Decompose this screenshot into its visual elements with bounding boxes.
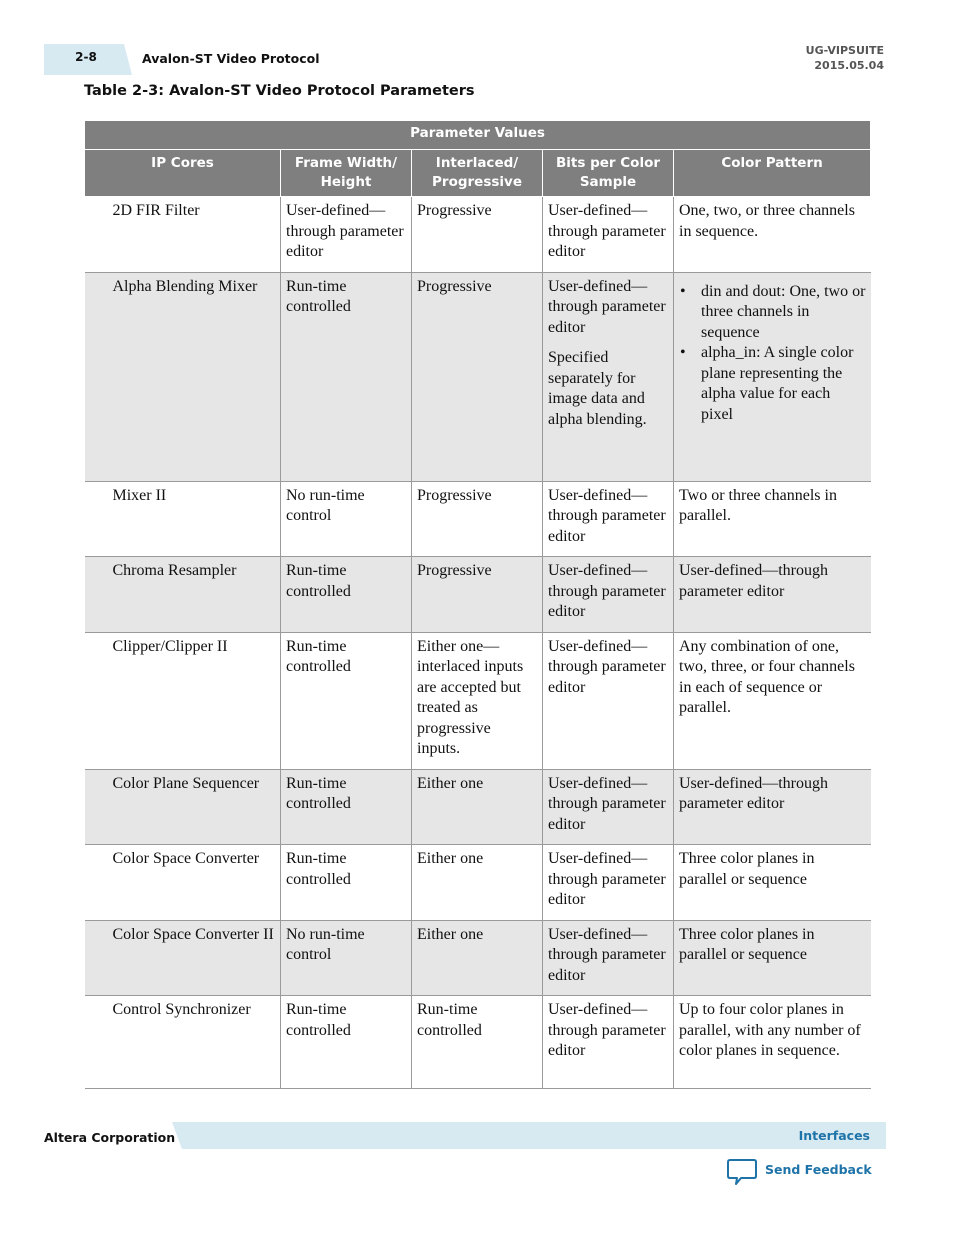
column-header-color-pattern: Color Pattern — [674, 150, 871, 197]
interlaced-cell: Progressive — [412, 481, 543, 557]
frame-cell: Run-time controlled — [281, 996, 412, 1089]
color-pattern-cell: User-defined—through parameter editor — [674, 557, 871, 633]
color-pattern-cell: Three color planes in parallel or sequence — [674, 920, 871, 996]
bits-text: User-defined—through parameter editor — [548, 277, 666, 336]
column-header-bits-per-color-sample: Bits per Color Sample — [543, 150, 674, 197]
interlaced-cell: Run-time controlled — [412, 996, 543, 1089]
footer-section-link[interactable]: Interfaces — [798, 1128, 870, 1143]
bits-cell: User-defined—through parameter editor — [543, 920, 674, 996]
table-row — [85, 272, 871, 481]
doc-date: 2015.05.04 — [814, 59, 884, 72]
ip-core-cell: Control Synchronizer — [85, 996, 281, 1089]
table-caption: Table 2-3: Avalon-ST Video Protocol Parameters — [84, 83, 475, 99]
interlaced-cell: Progressive — [412, 557, 543, 633]
speech-bubble-icon — [727, 1158, 757, 1186]
table-row — [85, 632, 871, 769]
list-item: • alpha_in: A single color plane representing the alpha value for each pixel — [679, 343, 866, 425]
send-feedback-label[interactable]: Send Feedback — [765, 1162, 872, 1177]
interlaced-cell: Either one — [412, 769, 543, 845]
bits-cell: User-defined—through parameter editor — [543, 481, 674, 557]
color-pattern-cell: Two or three channels in parallel. — [674, 481, 871, 557]
interlaced-cell: Either one—interlaced inputs are accepted but treated as progressive inputs. — [412, 632, 543, 769]
ip-core-cell: 2D FIR Filter — [85, 197, 281, 273]
bits-cell: User-defined—through parameter editor — [543, 769, 674, 845]
interlaced-cell: Progressive — [412, 197, 543, 273]
bits-cell: User-defined—through parameter editor — [543, 197, 674, 273]
bits-cell: User-defined—through parameter editor — [543, 996, 674, 1089]
interlaced-cell: Progressive — [412, 272, 543, 481]
color-pattern-cell: Up to four color planes in parallel, with any number of color planes in sequence. — [674, 996, 871, 1089]
color-pattern-cell: User-defined—through parameter editor — [674, 769, 871, 845]
ip-core-cell: Alpha Blending Mixer — [85, 272, 281, 481]
ip-core-cell: Color Space Converter — [85, 845, 281, 921]
color-pattern-cell: Any combination of one, two, three, or four channels in each of sequence or parallel. — [674, 632, 871, 769]
bits-cell: User-defined—through parameter editor — [543, 557, 674, 633]
ip-core-cell: Chroma Resampler — [85, 557, 281, 633]
ip-core-cell: Color Space Converter II — [85, 920, 281, 996]
color-pattern-list — [679, 282, 866, 426]
footer-corporation: Altera Corporation — [44, 1130, 176, 1145]
bits-cell: User-defined—through parameter editor — [543, 845, 674, 921]
frame-cell: User-defined—through parameter editor — [281, 197, 412, 273]
color-pattern-cell: One, two, or three channels in sequence. — [674, 197, 871, 273]
frame-cell: Run-time controlled — [281, 845, 412, 921]
page-number: 2-8 — [75, 50, 97, 64]
column-header-ip-cores: IP Cores — [85, 150, 281, 197]
parameters-table — [84, 120, 871, 1089]
doc-id-block — [806, 43, 884, 73]
list-item: • din and dout: One, two or three channels in sequence — [679, 282, 866, 344]
ip-core-cell: Color Plane Sequencer — [85, 769, 281, 845]
column-header-interlaced-progressive: Interlaced/ Progressive — [412, 150, 543, 197]
bits-cell — [543, 272, 674, 481]
send-feedback-link[interactable] — [727, 1158, 872, 1188]
frame-cell: Run-time controlled — [281, 769, 412, 845]
interlaced-cell: Either one — [412, 920, 543, 996]
table-row — [85, 769, 871, 845]
table-row — [85, 996, 871, 1089]
frame-cell: Run-time controlled — [281, 272, 412, 481]
bits-cell: User-defined—through parameter editor — [543, 632, 674, 769]
table-row — [85, 557, 871, 633]
color-pattern-cell — [674, 272, 871, 481]
frame-cell: Run-time controlled — [281, 632, 412, 769]
column-header-frame-width-height: Frame Width/ Height — [281, 150, 412, 197]
table-row — [85, 481, 871, 557]
footer-band — [172, 1122, 886, 1149]
frame-cell: Run-time controlled — [281, 557, 412, 633]
frame-cell: No run-time control — [281, 481, 412, 557]
frame-cell: No run-time control — [281, 920, 412, 996]
table-row — [85, 920, 871, 996]
doc-id: UG-VIPSUITE — [805, 44, 884, 57]
table-row — [85, 197, 871, 273]
bits-note: Specified separately for image data and alpha blending. — [548, 349, 647, 428]
header-section-title: Avalon-ST Video Protocol — [142, 51, 320, 66]
group-header: Parameter Values — [85, 121, 871, 150]
table-row — [85, 845, 871, 921]
interlaced-cell: Either one — [412, 845, 543, 921]
ip-core-cell: Clipper/Clipper II — [85, 632, 281, 769]
ip-core-cell: Mixer II — [85, 481, 281, 557]
color-pattern-cell: Three color planes in parallel or sequence — [674, 845, 871, 921]
